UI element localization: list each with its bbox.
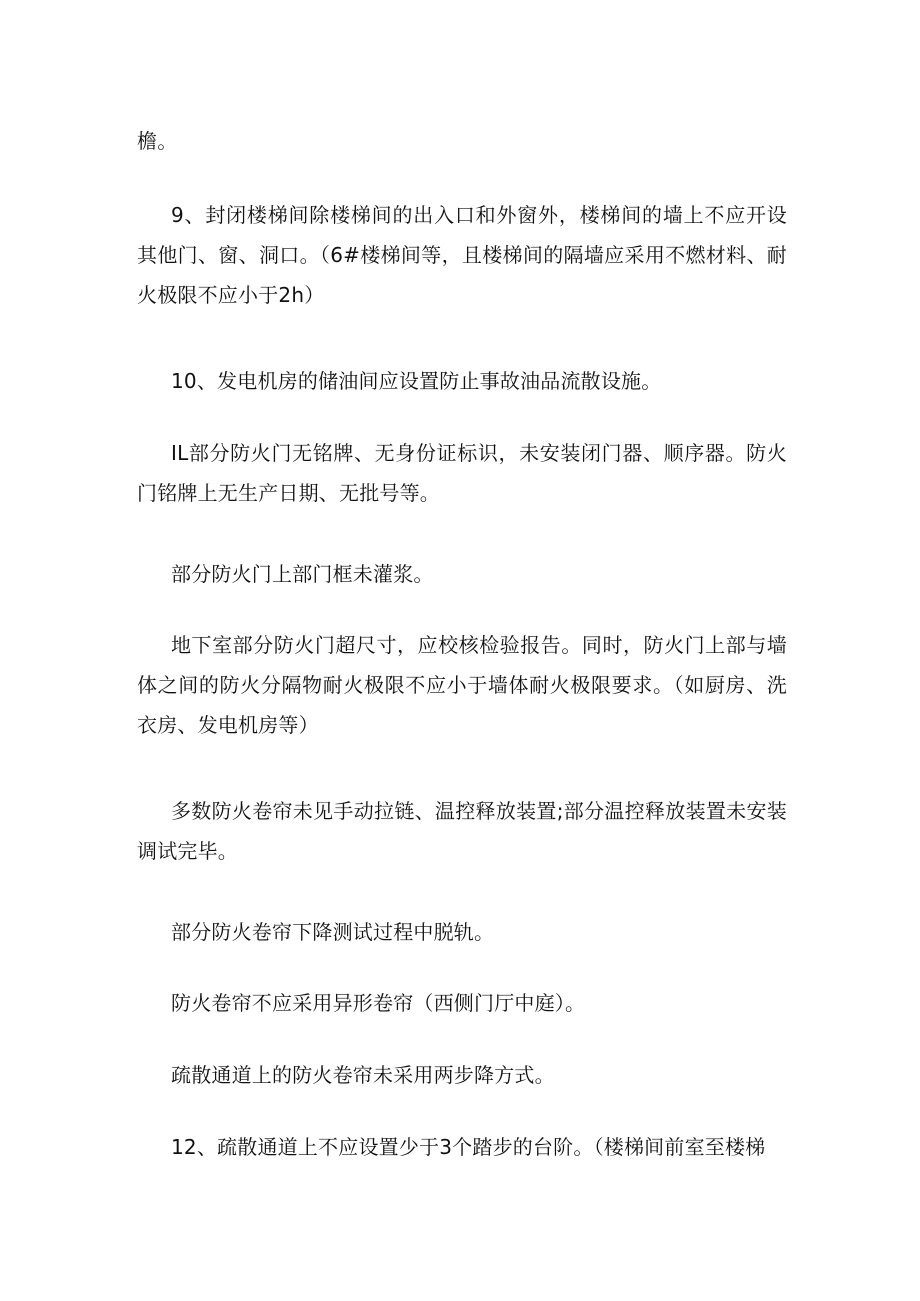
paragraph-item-9: 9、封闭楼梯间除楼梯间的出入口和外窗外，楼梯间的墙上不应开设其他门、窗、洞口。（6#楼梯间等，且楼梯间的隔墙应采用不燃材料、耐火极限不应小于2h） (137, 203, 787, 307)
paragraph-shutter-two-step: 疏散通道上的防火卷帘未采用两步降方式。 (171, 1063, 555, 1087)
paragraph-item-10: 10、发电机房的储油间应设置防止事故油品流散设施。 (171, 369, 662, 393)
paragraph-item-12: 12、疏散通道上不应设置少于3个踏步的台阶。（楼梯间前室至楼梯 (171, 1135, 766, 1159)
paragraph-door-frame: 部分防火门上部门框未灌浆。 (171, 562, 434, 586)
paragraph-item-11: IL部分防火门无铭牌、无身份证标识，未安装闭门器、顺序器。防火门铭牌上无生产日期、无批号等。 (137, 441, 787, 505)
paragraph-continuation: 檐。 (137, 129, 178, 153)
paragraph-shutter-shape: 防火卷帘不应采用异形卷帘（西侧门厅中庭）。 (171, 991, 586, 1015)
paragraph-shutter-derail: 部分防火卷帘下降测试过程中脱轨。 (171, 920, 495, 944)
paragraph-basement-doors: 地下室部分防火门超尺寸，应校核检验报告。同时，防火门上部与墙体之间的防火分隔物耐火极限不应小于墙体耐火极限要求。（如厨房、洗衣房、发电机房等） (137, 633, 787, 737)
paragraph-shutter-chain: 多数防火卷帘未见手动拉链、温控释放装置;部分温控释放装置未安装调试完毕。 (137, 799, 787, 863)
